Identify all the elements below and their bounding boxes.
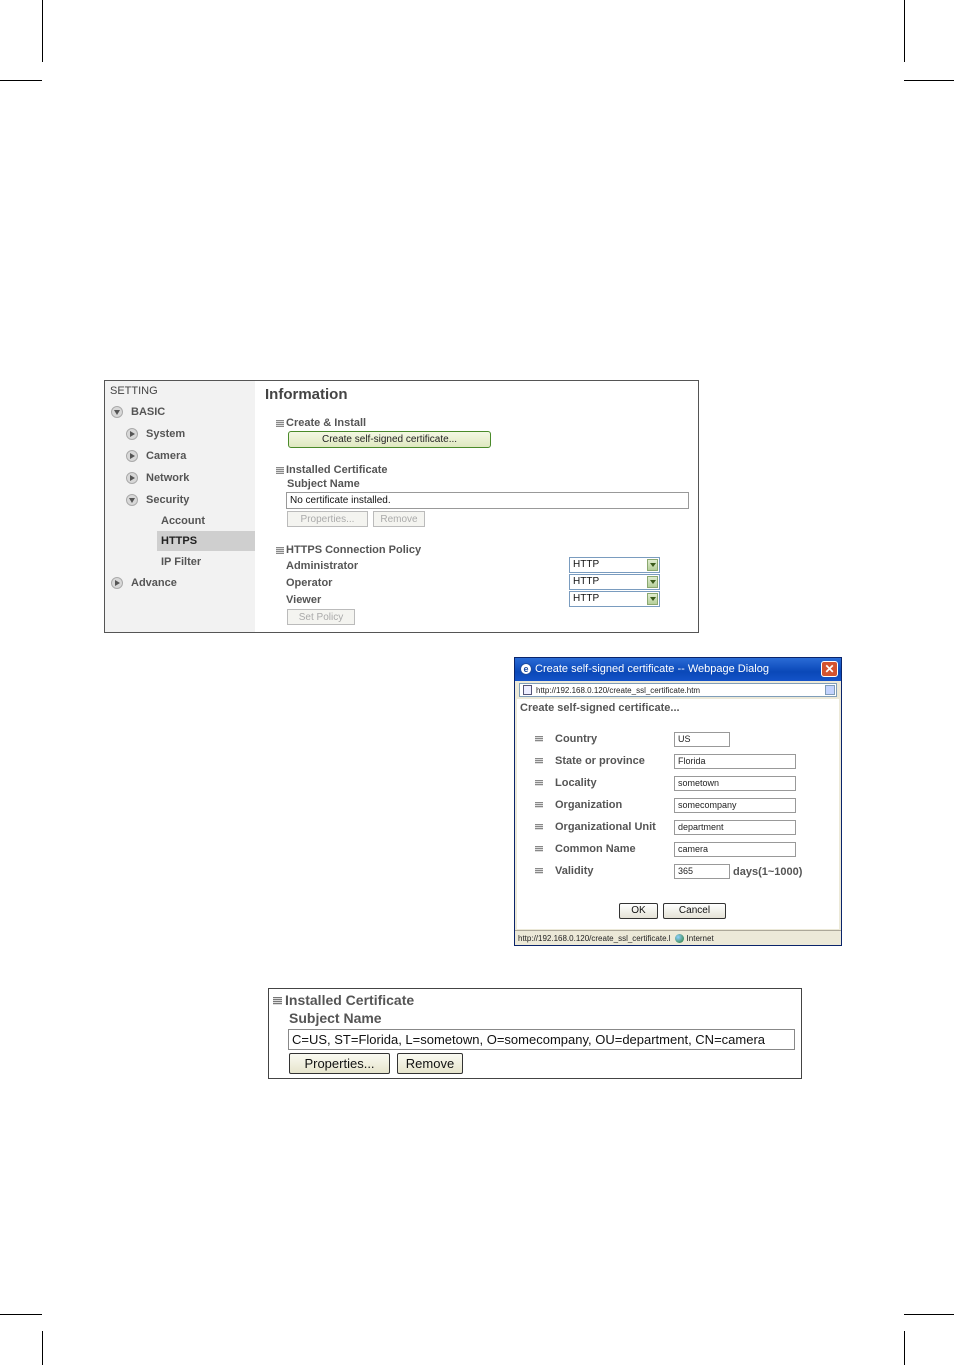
address-bar[interactable] (519, 683, 837, 697)
chevron-down-icon[interactable] (825, 685, 835, 695)
country-input[interactable]: US (674, 732, 730, 747)
select-value: HTTP (573, 559, 600, 570)
close-icon[interactable]: ✕ (821, 661, 838, 677)
cancel-button[interactable]: Cancel (663, 903, 726, 919)
bullet-icon (535, 758, 543, 764)
ie-icon: e (520, 663, 532, 675)
page-icon (523, 685, 532, 695)
locality-input[interactable]: sometown (674, 776, 796, 791)
bullet-icon (535, 846, 543, 852)
organizational-unit-label: Organizational Unit (555, 821, 656, 833)
bullet-icon (535, 824, 543, 830)
select-value: HTTP (573, 576, 600, 587)
validity-label: Validity (555, 865, 594, 877)
remove-button[interactable]: Remove (373, 511, 425, 527)
bullet-icon (535, 736, 543, 742)
bullet-icon (535, 780, 543, 786)
expand-arrow-icon[interactable] (126, 450, 138, 462)
sidebar-item-system[interactable]: System (146, 428, 186, 440)
expand-arrow-icon[interactable] (126, 472, 138, 484)
subject-name-label: Subject Name (289, 1010, 382, 1026)
create-certificate-button[interactable]: Create self-signed certificate... (288, 431, 491, 448)
properties-button[interactable]: Properties... (289, 1053, 390, 1074)
sidebar-item-advance[interactable]: Advance (131, 577, 177, 589)
properties-button[interactable]: Properties... (287, 511, 368, 527)
crop-mark (904, 1331, 905, 1365)
section-create-install (276, 417, 366, 429)
crop-mark (0, 80, 42, 81)
validity-input[interactable]: 365 (674, 864, 730, 879)
expand-arrow-icon[interactable] (126, 494, 138, 506)
crop-mark (904, 80, 954, 81)
common-name-label: Common Name (555, 843, 636, 855)
section-installed-certificate (273, 992, 414, 1008)
status-url: http://192.168.0.120/create_ssl_certificate.l (518, 934, 671, 943)
subject-name-field: No certificate installed. (286, 492, 689, 509)
state-label: State or province (555, 755, 645, 767)
chevron-down-icon[interactable] (647, 576, 658, 588)
bullet-icon (276, 467, 284, 474)
common-name-input[interactable]: camera (674, 842, 796, 857)
operator-policy-select[interactable] (569, 574, 660, 590)
chevron-down-icon[interactable] (647, 559, 658, 571)
validity-suffix: days(1~1000) (733, 866, 803, 878)
viewer-policy-select[interactable] (569, 591, 660, 607)
policy-label-viewer: Viewer (286, 594, 322, 606)
dialog-title: Create self-signed certificate -- Webpage Dialog (535, 663, 769, 675)
sidebar-item-basic[interactable]: BASIC (131, 406, 166, 418)
address-url: http://192.168.0.120/create_ssl_certificate.htm (536, 686, 701, 695)
crop-mark (0, 1314, 42, 1315)
organization-input[interactable]: somecompany (674, 798, 796, 813)
sidebar (105, 381, 255, 632)
dialog-body (517, 699, 839, 929)
sidebar-item-network[interactable]: Network (146, 472, 190, 484)
crop-mark (42, 0, 43, 62)
expand-arrow-icon[interactable] (126, 428, 138, 440)
crop-mark (42, 1331, 43, 1365)
section-heading: Installed Certificate (286, 464, 388, 476)
crop-mark (904, 1314, 954, 1315)
ok-button[interactable]: OK (619, 903, 658, 919)
policy-label-administrator: Administrator (286, 560, 359, 572)
bullet-icon (535, 868, 543, 874)
remove-button[interactable]: Remove (397, 1053, 463, 1074)
dialog-heading: Create self-signed certificate... (520, 702, 680, 714)
bullet-icon (273, 997, 282, 1005)
subject-name-field: C=US, ST=Florida, L=sometown, O=somecompany, OU=department, CN=camera (288, 1029, 795, 1050)
section-installed-certificate (276, 464, 387, 476)
expand-arrow-icon[interactable] (111, 577, 123, 589)
crop-mark (904, 0, 905, 62)
section-heading: Create & Install (286, 417, 367, 429)
sidebar-item-account[interactable]: Account (161, 515, 205, 527)
organization-label: Organization (555, 799, 623, 811)
page-title: Information (265, 386, 348, 403)
section-connection-policy (276, 544, 421, 556)
sidebar-item-https[interactable]: HTTPS (161, 535, 198, 547)
administrator-policy-select[interactable] (569, 557, 660, 573)
organizational-unit-input[interactable]: department (674, 820, 796, 835)
bullet-icon (276, 420, 284, 427)
globe-icon (675, 934, 684, 943)
chevron-down-icon[interactable] (647, 593, 658, 605)
status-zone: Internet (686, 934, 714, 943)
status-bar (515, 930, 841, 946)
dialog-titlebar[interactable] (515, 658, 841, 681)
country-label: Country (555, 733, 598, 745)
subject-name-label: Subject Name (287, 478, 360, 490)
certificate-dialog (514, 657, 842, 946)
expand-arrow-icon[interactable] (111, 406, 123, 418)
installed-certificate-panel (268, 988, 802, 1079)
section-heading: HTTPS Connection Policy (286, 544, 422, 556)
sidebar-header: SETTING (110, 385, 158, 397)
section-heading: Installed Certificate (285, 992, 415, 1008)
bullet-icon (276, 547, 284, 554)
sidebar-item-camera[interactable]: Camera (146, 450, 187, 462)
settings-screenshot (104, 380, 699, 633)
sidebar-item-security[interactable]: Security (146, 494, 190, 506)
policy-label-operator: Operator (286, 577, 333, 589)
select-value: HTTP (573, 593, 600, 604)
locality-label: Locality (555, 777, 597, 789)
sidebar-item-ip-filter[interactable]: IP Filter (161, 556, 202, 568)
main-content (255, 381, 698, 632)
state-input[interactable]: Florida (674, 754, 796, 769)
set-policy-button[interactable]: Set Policy (287, 609, 355, 625)
bullet-icon (535, 802, 543, 808)
